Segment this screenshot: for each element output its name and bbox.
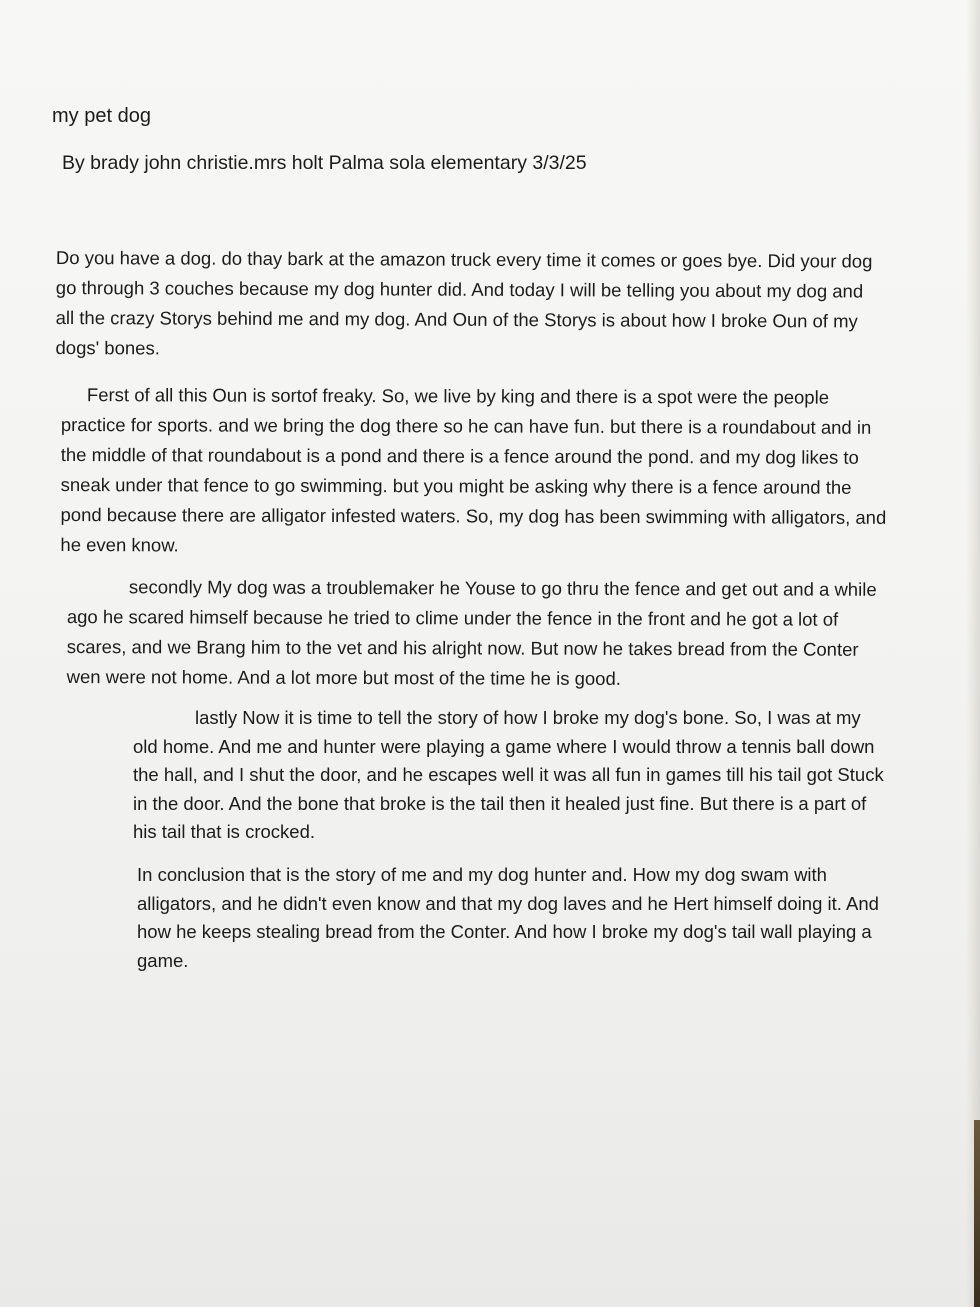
essay-title: my pet dog <box>52 105 151 127</box>
essay-byline: By brady john christie.mrs holt Palma sola elementary 3/3/25 <box>62 152 587 174</box>
paragraph-third: lastly Now it is time to tell the story of how I broke my dog's bone. So, I was at my old home. And me and hunter were playing a game where I would throw a tennis ball down the hall, and I shut the door, and he escapes well it was all fun in games till his tail got Stuck in the door. And the bone that broke is the tail then it healed just fine. But there is a part of his tail that is crocked. <box>133 707 884 842</box>
paragraph-first: Ferst of all this Oun is sortof freaky. So, we live by king and there is a spot were the people practice for sports. and we bring the dog there so he can have fun. but there is a roundabout and in the middle of that roundabout is a pond and there is a fence around the pond. and my dog likes to sneak under that fence to go swimming. but you might be asking why there is a fence around the pond because there are alligator infested waters. So, my dog has been swimming with alligators, and he even know. <box>60 384 887 556</box>
paragraph-second: secondly My dog was a troublemaker he Youse to go thru the fence and get out and a while ago he scared himself because he tried to clime under the fence in the front and he got a lot of scares, and we Brang him to the vet and his alright now. But now he takes bread from the Conter wen were not home. And a lot more but most of the time he is good. <box>66 576 877 689</box>
paper-edge-shadow <box>966 0 980 1307</box>
paragraph-conclusion: In conclusion that is the story of me and my dog hunter and. How my dog swam with alligators, and he didn't even know and that my dog laves and he Hert himself doing it. And how he keeps stealing bread from the Conter. And how I broke my dog's tail wall playing a game. <box>137 864 879 971</box>
paragraph-intro: Do you have a dog. do thay bark at the amazon truck every time it comes or goes bye. Did your dog go through 3 couches because my dog hunter did. And today I will be telling you about my dog and all the crazy Storys behind me and my dog. And Oun of the Storys is about how I broke Oun of my dogs' bones. <box>55 246 873 359</box>
table-edge <box>974 1120 980 1307</box>
